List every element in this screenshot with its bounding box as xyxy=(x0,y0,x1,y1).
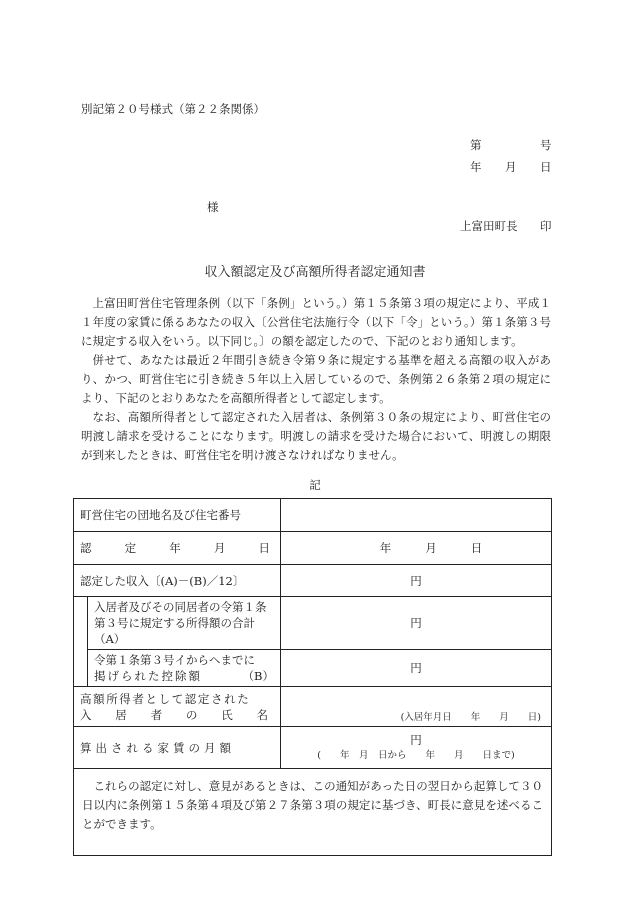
table-row-cert-date xyxy=(74,532,552,565)
deduction-b-label-3: （B） xyxy=(242,669,274,683)
cert-date-day: 日 xyxy=(470,541,483,555)
table-row-income-a xyxy=(74,597,552,650)
doc-number-suffix: 号 xyxy=(540,138,552,152)
cert-date-label-1: 認 xyxy=(80,541,92,555)
date-day: 日 xyxy=(540,160,552,174)
deduction-b-yen: 円 xyxy=(410,661,422,675)
table-row-tenant-name xyxy=(74,687,552,727)
tenant-name-value[interactable] xyxy=(281,687,552,727)
rent-period: ( 年 月 日から 年 月 日まで) xyxy=(317,749,515,761)
date-year: 年 xyxy=(470,160,482,174)
deduction-b-label-2: 掲げられた控除額 xyxy=(94,669,202,683)
indent-cell xyxy=(74,597,88,687)
body-paragraph-1: 上富田町営住宅管理条例（以下「条例」という。）第１５条第３項の規定により、平成１１年度の家賃に係るあなたの収入〔公営住宅法施行令（以下「令」という。）第１条第３号に規定する収入をいう。以下同じ。〕の額を認定したので、下記のとおり通知します。 xyxy=(81,296,551,348)
deduction-b-label xyxy=(88,650,281,687)
tenant-name-char-6: 名 xyxy=(256,707,268,722)
body-paragraph-2: 併せて、あなたは最近２年間引き続き令第９条に規定する基準を超える高額の収入があり、かつ、町営住宅に引き続き５年以上入居しているので、条例第２６条第２項の規定により、下記のとおりあなたを高額所得者として認定します。 xyxy=(81,353,551,405)
ki-heading: 記 xyxy=(309,478,321,492)
income-a-label: 入居者及びその同居者の令第１条第３号に規定する所得額の合計（A） xyxy=(88,597,281,650)
rent-value[interactable] xyxy=(281,727,552,769)
table-row-housing xyxy=(74,499,552,532)
rent-yen: 円 xyxy=(410,732,422,747)
tenant-name-char-2: 居 xyxy=(115,707,127,722)
income-label: 認定した収入〔(A)－(B)／12〕 xyxy=(74,565,281,597)
tenant-name-label xyxy=(74,687,281,727)
cert-date-label-5: 日 xyxy=(258,541,270,555)
housing-label: 町営住宅の団地名及び住宅番号 xyxy=(74,499,281,532)
doc-number-prefix: 第 xyxy=(470,138,482,152)
tenant-name-char-3: 者 xyxy=(150,707,163,722)
cert-date-label-2: 定 xyxy=(124,541,137,555)
date-month: 月 xyxy=(505,160,517,174)
certification-table xyxy=(73,498,552,856)
document-title: 収入額認定及び高額所得者認定通知書 xyxy=(204,265,426,280)
seal-mark: 印 xyxy=(540,219,552,233)
deduction-b-value[interactable] xyxy=(281,650,552,687)
cert-date-label-3: 年 xyxy=(169,541,181,555)
income-value[interactable] xyxy=(281,565,552,597)
table-row-income xyxy=(74,565,552,597)
cert-date-year: 年 xyxy=(379,541,392,555)
table-row-deduction-b xyxy=(74,650,552,687)
addressee-suffix: 様 xyxy=(207,200,219,214)
body-paragraph-3: なお、高額所得者として認定された入居者は、条例第３０条の規定により、町営住宅の明渡し請求を受けることになります。明渡しの請求を受けた場合において、明渡しの期限が到来したときは、町営住宅を明け渡さなければなりません。 xyxy=(81,410,551,462)
cert-date-month: 月 xyxy=(425,541,437,555)
sender-name: 上富田町長 xyxy=(460,219,518,233)
cert-date-value[interactable] xyxy=(281,532,552,565)
income-a-value[interactable] xyxy=(281,597,552,650)
income-a-yen: 円 xyxy=(410,616,422,630)
cert-date-label xyxy=(74,532,281,565)
tenant-name-char-4: の xyxy=(185,707,198,722)
table-row-note xyxy=(74,769,552,856)
form-number: 別記第２０号様式（第２２条関係） xyxy=(81,102,265,116)
deduction-b-label-1: 令第１条第３号イからヘまでに xyxy=(94,653,255,667)
table-row-rent xyxy=(74,727,552,769)
income-yen: 円 xyxy=(410,573,422,588)
housing-value[interactable] xyxy=(281,499,552,532)
move-in-date-note: (入居年月日 年 月 日) xyxy=(400,712,541,723)
rent-label: 算出される家賃の月額 xyxy=(74,727,281,769)
cert-date-label-4: 月 xyxy=(213,541,226,555)
objection-note: これらの認定に対し、意見があるときは、この通知があった日の翌日から起算して３０日以内に条例第１５条第４項及び第２７条第３項の規定に基づき、町長に意見を述べることができます。 xyxy=(82,779,543,831)
tenant-name-char-5: 氏 xyxy=(221,707,233,722)
tenant-name-char-1: 入 xyxy=(80,707,92,722)
tenant-name-label-1: 高額所得者として認定された xyxy=(80,691,251,706)
